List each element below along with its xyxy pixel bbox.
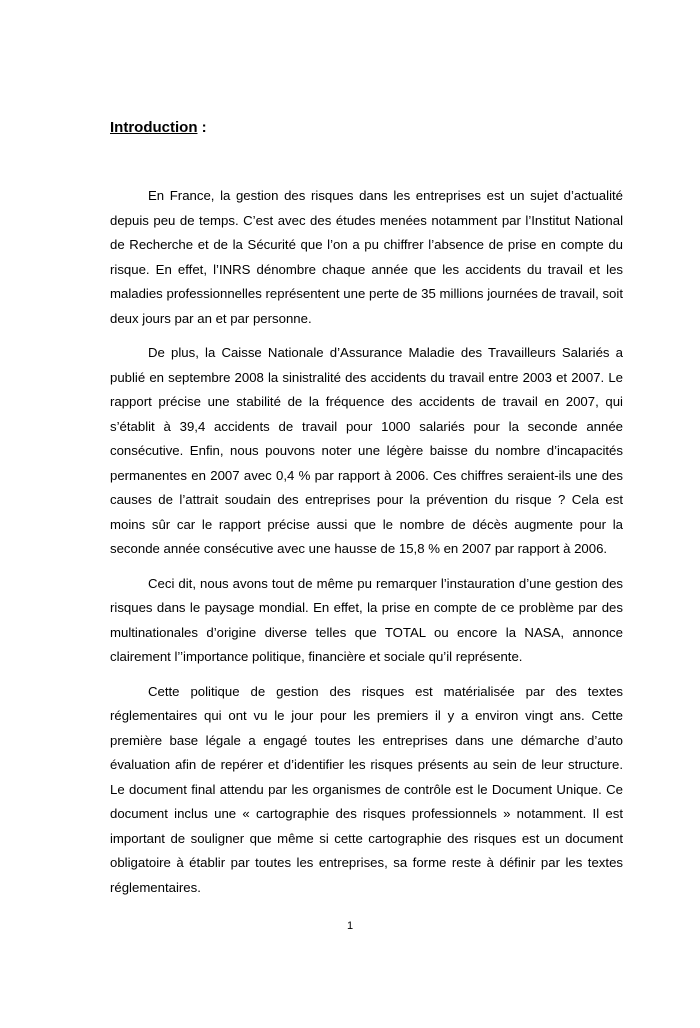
paragraph-1: En France, la gestion des risques dans les entreprises est un sujet d’actualité depuis peu de temps. C’est avec des études menées notamment par l’Institut National de Recherche et de la Sécurité que l’on a pu chiffrer l’absence de prise en compte du risque. En effet, l’INRS dénombre chaque année que les accidents du travail et les maladies professionnelles représentent une perte de 35 millions journées de travail, soit deux jours par an et par personne. [110, 188, 623, 326]
body-text [110, 184, 623, 910]
paragraph-4: Cette politique de gestion des risques est matérialisée par des textes réglementaires qui ont vu le jour pour les premiers il y a environ vingt ans. Cette première base légale a engagé toutes les entreprises dans une démarche d’auto évaluation afin de repérer et d’identifier les risques présents au sein de leur structure. Le document final attendu par les organismes de contrôle est le Document Unique. Ce document inclus une « cartographie des risques professionnels » notamment. Il est important de souligner que même si cette cartographie des risques est un document obligatoire à établir par toutes les entreprises, sa forme reste à définir par les textes réglementaires. [110, 683, 623, 895]
paragraph-2: De plus, la Caisse Nationale d’Assurance Maladie des Travailleurs Salariés a publié en septembre 2008 la sinistralité des accidents du travail entre 2003 et 2007. Le rapport précise une stabilité de la fréquence des accidents de travail en 2007, qui s’établit à 39,4 accidents de travail pour 1000 salariés pour la seconde année consécutive. Enfin, nous pouvons noter une légère baisse du nombre d’incapacités permanentes en 2007 avec 0,4 % par rapport à 2006. Ces chiffres seraient-ils une des causes de l’attrait soudain des entreprises pour la prévention du risque ? Cela est moins sûr car le rapport précise aussi que le nombre de décès augmente pour la seconde année consécutive avec une hausse de 15,8 % en 2007 par rapport à 2006. [110, 345, 623, 556]
paragraph-3: Ceci dit, nous avons tout de même pu remarquer l’instauration d’une gestion des risques dans le paysage mondial. En effet, la prise en compte de ce problème par des multinationales d’origine diverse telles que TOTAL ou encore la NASA, annonce clairement l’’importance politique, financière et sociale qu’il représente. [110, 575, 623, 664]
section-heading [110, 118, 207, 138]
page-number: 1 [346, 920, 354, 932]
heading-title: Introduction [110, 119, 198, 136]
heading-colon: : [197, 119, 207, 136]
